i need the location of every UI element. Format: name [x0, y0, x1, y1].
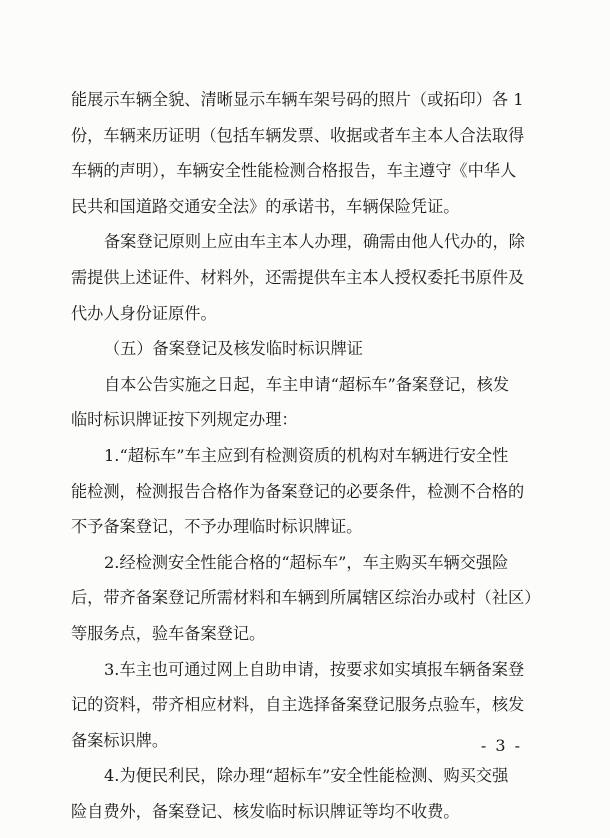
text-line: 险自费外，备案登记、核发临时标识牌证等均不收费。	[71, 801, 460, 821]
text-line: 不予备案登记，不予办理临时标识牌证。	[71, 517, 363, 537]
text-line: 备案登记原则上应由车主本人办理，确需由他人代办的，除	[104, 232, 525, 252]
text-line: 需提供上述证件、材料外，还需提供车主本人授权委托书原件及	[71, 267, 525, 287]
text-line: 民共和国道路交通安全法》的承诺书，车辆保险凭证。	[71, 196, 460, 216]
list-item-3	[71, 652, 546, 759]
page-number: - 3 -	[480, 736, 522, 755]
text-line: 2.经检测安全性能合格的“超标车”，车主购买车辆交强险	[104, 552, 509, 572]
text-line: 4.为便民利民，除办理“超标车”安全性能检测、购买交强	[104, 766, 509, 786]
document-body	[71, 82, 546, 829]
text-line: 备案标识牌。	[71, 730, 169, 750]
text-line: 1.“超标车”车主应到有检测资质的机构对车辆进行安全性	[104, 445, 509, 465]
text-line: 能检测，检测报告合格作为备案登记的必要条件，检测不合格的	[71, 481, 525, 501]
text-line: 车辆的声明），车辆安全性能检测合格报告，车主遵守《中华人	[71, 161, 517, 181]
text-line: 记的资料，带齐相应材料，自主选择备案登记服务点验车，核发	[71, 695, 525, 715]
section-heading	[71, 331, 546, 367]
text-line: 后，带齐备案登记所需材料和车辆到所属辖区综治办或村（社区）	[71, 588, 541, 608]
list-item-1	[71, 438, 546, 545]
paragraph-intro	[71, 367, 546, 438]
list-item-2	[71, 545, 546, 652]
section-heading-text: （五）备案登记及核发临时标识牌证	[104, 339, 363, 359]
text-line: 代办人身份证原件。	[71, 303, 217, 323]
text-line: 等服务点，验车备案登记。	[71, 623, 266, 643]
list-item-4	[71, 758, 546, 829]
text-line: 份，车辆来历证明（包括车辆发票、收据或者车主本人合法取得	[71, 125, 525, 145]
paragraph-registration-principle	[71, 224, 546, 331]
paragraph-materials-continued	[71, 82, 546, 224]
text-line: 临时标识牌证按下列规定办理：	[71, 410, 298, 430]
text-line: 能展示车辆全貌、清晰显示车辆车架号码的照片（或拓印）各 1	[71, 90, 524, 109]
text-line: 3.车主也可通过网上自助申请，按要求如实填报车辆备案登	[104, 659, 525, 679]
text-line: 自本公告实施之日起，车主申请“超标车”备案登记，核发	[104, 374, 510, 394]
